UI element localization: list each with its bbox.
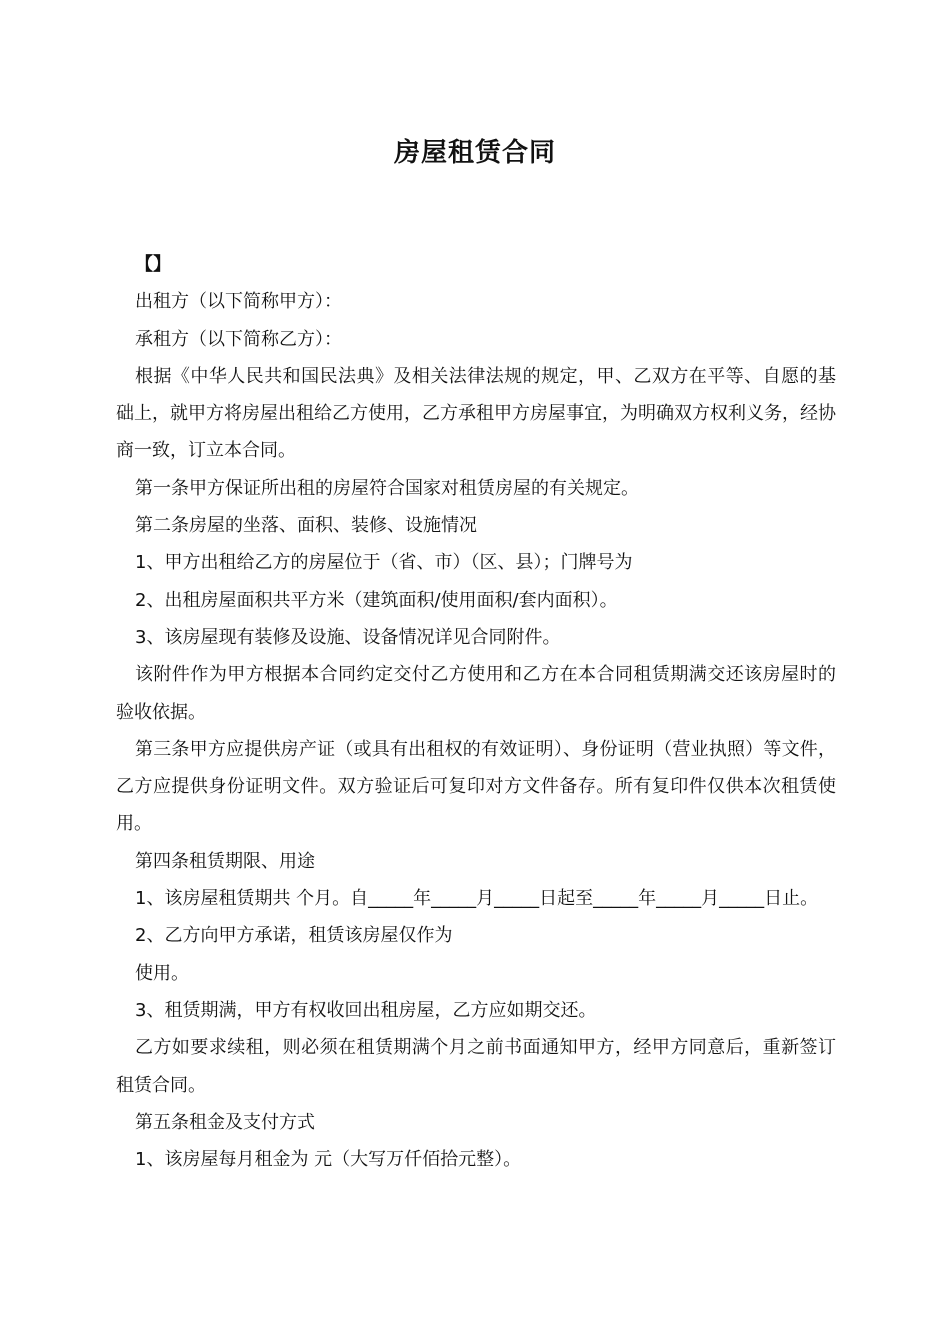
article-2-item-2: 2、出租房屋面积共平方米（建筑面积/使用面积/套内面积）。 — [135, 589, 618, 611]
article-4-item-3: 3、租赁期满，甲方有权收回出租房屋，乙方应如期交还。 — [135, 999, 597, 1021]
article-2-heading: 第二条房屋的坐落、面积、装修、设施情况 — [135, 515, 477, 537]
renewal-paragraph: 乙方如要求续租，则必须在租赁期满个月之前书面通知甲方，经甲方同意后，重新签订租赁合同。 — [116, 1037, 836, 1096]
article-4-item-1: 1、该房屋租赁期共 个月。自_____年_____月_____日起至_____年_____月_____日止。 — [135, 888, 819, 910]
bracket-placeholder: 【】 — [135, 254, 171, 275]
annex-note-paragraph: 该附件作为甲方根据本合同约定交付乙方使用和乙方在本合同租赁期满交还该房屋时的验收依据。 — [116, 664, 836, 723]
lessee-line: 承租方（以下简称乙方）： — [135, 328, 342, 350]
article-2-item-1: 1、甲方出租给乙方的房屋位于（省、市）（区、县）；门牌号为 — [135, 552, 633, 574]
article-3: 第三条甲方应提供房产证（或具有出租权的有效证明）、身份证明（营业执照）等文件，乙方应提供身份证明文件。双方验证后可复印对方文件备存。所有复印件仅供本次租赁使用。 — [116, 738, 836, 835]
document-body — [116, 246, 836, 1178]
article-4-item-2-continued: 使用。 — [135, 962, 189, 984]
article-2-item-3: 3、该房屋现有装修及设施、设备情况详见合同附件。 — [135, 626, 561, 648]
article-4-heading: 第四条租赁期限、用途 — [135, 850, 315, 872]
preamble-paragraph: 根据《中华人民共和国民法典》及相关法律法规的规定，甲、乙双方在平等、自愿的基础上，就甲方将房屋出租给乙方使用，乙方承租甲方房屋事宜，为明确双方权利义务，经协商一致，订立本合同。 — [116, 365, 836, 462]
lessor-line: 出租方（以下简称甲方）： — [135, 291, 342, 313]
article-1: 第一条甲方保证所出租的房屋符合国家对租赁房屋的有关规定。 — [135, 477, 639, 499]
document-title: 房屋租赁合同 — [393, 138, 556, 168]
article-5-heading: 第五条租金及支付方式 — [135, 1111, 315, 1133]
article-5-item-1: 1、该房屋每月租金为 元（大写万仟佰拾元整）。 — [135, 1149, 522, 1171]
article-4-item-2: 2、乙方向甲方承诺，租赁该房屋仅作为 — [135, 925, 453, 947]
